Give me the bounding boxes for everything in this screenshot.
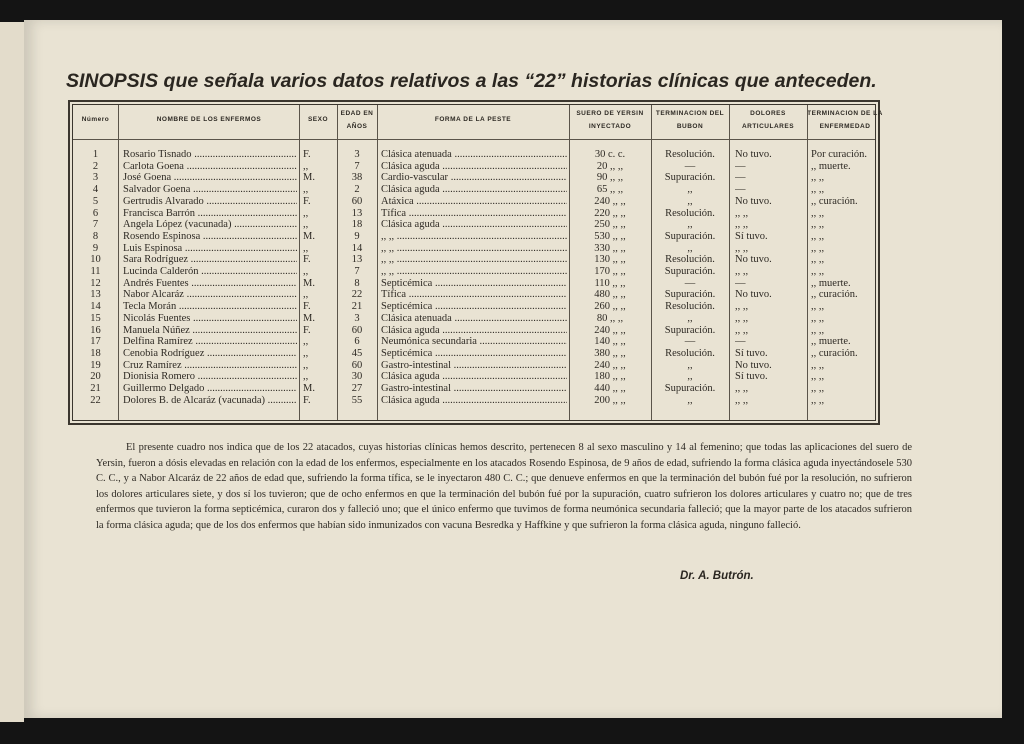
cell-dolores: — (735, 336, 746, 348)
table-row (73, 231, 875, 243)
cell-enf: ,, ,, (811, 312, 825, 324)
cell-dolores: ,, ,, (735, 242, 749, 254)
cell-enf: ,, ,, (811, 266, 825, 277)
cell-n: 20 (90, 371, 101, 383)
cell-enf: ,, ,, (811, 371, 825, 383)
cell-suero: 220 ,, ,, (594, 207, 626, 219)
header-suero: SUERO DE YERSIN INYECTADO (576, 110, 644, 130)
cell-sexo: F. (303, 301, 311, 313)
cell-nombre: Luis Espinosa ..... (123, 243, 297, 255)
cell-n: 9 (92, 242, 99, 254)
cell-dolores: No tuvo. (735, 359, 772, 371)
cell-forma: Clásica aguda ..... (381, 219, 567, 231)
cell-edad: 45 (351, 347, 363, 359)
cell-suero: 180 ,, ,, (594, 371, 626, 383)
cell-forma: Atáxica ..... (381, 196, 567, 208)
header-forma: FORMA DE LA PESTE (434, 116, 512, 123)
table-row (73, 383, 875, 395)
cell-edad: 27 (351, 383, 363, 394)
cell-dolores: — (735, 172, 746, 184)
cell-forma: ,, ,, ..... (381, 243, 567, 255)
cell-nombre: Nicolás Fuentes ..... (123, 313, 297, 325)
cell-sexo: ,, (303, 207, 309, 219)
cell-sexo: F. (303, 324, 311, 336)
table-row (73, 149, 875, 161)
cell-suero: 170 ,, ,, (594, 266, 626, 277)
cell-nombre: Guillermo Delgado ..... (123, 383, 297, 395)
cell-n: 2 (92, 160, 99, 172)
cell-nombre: Dolores B. de Alcaráz (vacunada) ..... (123, 395, 297, 407)
cell-n: 22 (90, 394, 101, 406)
cell-dolores: ,, ,, (735, 383, 749, 394)
cell-bubon: ,, (687, 242, 693, 254)
cell-bubon: ,, (687, 184, 693, 196)
cell-nombre: Salvador Goena ..... (123, 184, 297, 196)
cell-n: 21 (90, 383, 101, 394)
cell-nombre: Gertrudis Alvarado ..... (123, 196, 297, 208)
cell-n: 8 (92, 230, 99, 242)
cell-sexo: ,, (303, 359, 309, 371)
cell-edad: 3 (354, 312, 360, 324)
cell-edad: 55 (351, 394, 363, 406)
cell-n: 15 (90, 312, 101, 324)
table-row (73, 301, 875, 313)
cell-enf: Por curación. (811, 149, 867, 160)
table-row (73, 254, 875, 266)
cell-n: 16 (90, 324, 101, 336)
cell-bubon: ,, (687, 359, 693, 371)
cell-forma: Septicémica ..... (381, 301, 567, 313)
cell-suero: 140 ,, ,, (594, 336, 626, 348)
cell-dolores: Sí tuvo. (735, 230, 768, 242)
cell-sexo: M. (303, 383, 315, 394)
header-divider (73, 139, 875, 140)
cell-n: 19 (90, 359, 101, 371)
cell-n: 3 (92, 172, 99, 184)
table-row (73, 219, 875, 231)
cell-bubon: Supuración. (664, 172, 716, 184)
table-row (73, 289, 875, 301)
cell-bubon: ,, (687, 312, 693, 324)
cell-forma: Clásica aguda ..... (381, 184, 567, 196)
table-row (73, 336, 875, 348)
cell-sexo: ,, (303, 242, 309, 254)
table-row (73, 325, 875, 337)
cell-suero: 130 ,, ,, (594, 254, 626, 266)
table-row (73, 208, 875, 220)
cell-enf: ,, muerte. (811, 336, 851, 348)
cell-edad: 13 (351, 207, 363, 219)
cell-suero: 240 ,, ,, (594, 195, 626, 207)
cell-edad: 18 (351, 219, 363, 231)
table-row (73, 266, 875, 278)
cell-enf: ,, ,, (811, 219, 825, 231)
cell-edad: 14 (351, 242, 363, 254)
cell-enf: ,, ,, (811, 207, 825, 219)
cell-bubon: Supuración. (664, 289, 716, 301)
cell-edad: 7 (354, 266, 360, 277)
cell-enf: ,, ,, (811, 254, 825, 266)
header-nombre: NOMBRE DE LOS ENFERMOS (156, 116, 262, 123)
cell-dolores: ,, ,, (735, 312, 749, 324)
cell-sexo: M. (303, 230, 315, 242)
cell-bubon: Resolución. (665, 254, 715, 266)
cell-bubon: Resolución. (665, 301, 715, 313)
cell-enf: ,, ,, (811, 230, 825, 242)
cell-suero: 260 ,, ,, (594, 301, 626, 313)
cell-sexo: ,, (303, 347, 309, 359)
cell-n: 10 (90, 254, 101, 266)
cell-suero: 480 ,, ,, (594, 289, 626, 301)
cell-bubon: ,, (687, 371, 693, 383)
cell-enf: ,, curación. (811, 289, 858, 301)
cell-sexo: F. (303, 394, 311, 406)
cell-suero: 330 ,, ,, (594, 242, 626, 254)
cell-edad: 7 (354, 160, 360, 172)
cell-edad: 22 (351, 289, 363, 301)
cell-sexo: M. (303, 172, 315, 184)
cell-enf: ,, curación. (811, 347, 858, 359)
cell-nombre: Andrés Fuentes ..... (123, 278, 297, 290)
cell-forma: Clásica aguda ..... (381, 371, 567, 383)
cell-enf: ,, ,, (811, 394, 825, 406)
cell-nombre: Delfina Ramírez ..... (123, 336, 297, 348)
cell-enf: ,, muerte. (811, 277, 851, 289)
cell-suero: 380 ,, ,, (594, 347, 626, 359)
cell-enf: ,, ,, (811, 324, 825, 336)
cell-sexo: ,, (303, 289, 309, 301)
cell-forma: ,, ,, ..... (381, 266, 567, 278)
cell-dolores: Sí tuvo. (735, 371, 768, 383)
table-row (73, 371, 875, 383)
cell-nombre: Francisca Barrón ..... (123, 208, 297, 220)
cell-edad: 9 (354, 230, 360, 242)
cell-sexo: ,, (303, 184, 309, 196)
cell-dolores: No tuvo. (735, 149, 772, 160)
cell-nombre: Sara Rodríguez ..... (123, 254, 297, 266)
cell-n: 18 (90, 347, 101, 359)
cell-suero: 110 ,, ,, (594, 277, 626, 289)
cell-bubon: — (684, 277, 696, 289)
left-page-edge (0, 22, 24, 722)
cell-nombre: Angela López (vacunada) ..... (123, 219, 297, 231)
cell-edad: 30 (351, 371, 363, 383)
cell-edad: 6 (354, 336, 360, 348)
header-sexo: SEXO (307, 116, 329, 123)
cell-sexo: ,, (303, 336, 309, 348)
page-title: SINOPSIS que señala varios datos relativos a las “22” historias clínicas que anteceden. (66, 70, 877, 92)
cell-suero: 90 ,, ,, (596, 172, 624, 184)
cell-n: 5 (92, 195, 99, 207)
cell-edad: 21 (351, 301, 363, 313)
cell-dolores: ,, ,, (735, 324, 749, 336)
cell-sexo: F. (303, 254, 311, 266)
cell-forma: Septicémica ..... (381, 278, 567, 290)
cell-dolores: ,, ,, (735, 301, 749, 313)
header-edad: EDAD EN AÑOS (340, 110, 374, 130)
summary-paragraph: El presente cuadro nos indica que de los 22 atacados, cuyas historias clínicas hemos descrito, pertenecen 8 al sexo masculino y 14 al femenino; que todas las aplicaciones del suero de Yersin, fueron a dósis elevadas en relación con la edad de los enfermos, especialmente en los atacados Rosendo Espinosa, de 9 años de edad, sufriendo la forma clásica aguda inyectándosele 530 C. C., y a Nabor Alcaráz de 22 años de edad que, sufriendo la forma tífica, se le inyectaron 480 C. C.; que denueve enfermos en que la terminación del bubón fué por la resolución, no sufrieron los dolores articulares siete, y dos sí los tuvieron; que de ocho enfermos en que la terminación del bubón fué por la supuración, cuatro sufrieron los dolores articulares y cuatro no; que de tres enfermos que tuvieron la forma septicémica, curaron dos y falleció uno; que el único enfermo que tuvimos de forma neumónica secundaria falleció; que la mayor parte de los atacados sufrieron la forma clásica aguda; que de los dos enfermos que habían sido inmunizados con vacuna Besredka y Haffkine y que sufrieron la forma clásica aguda, ninguno falleció. (96, 442, 912, 531)
cell-edad: 60 (351, 195, 363, 207)
cell-forma: Tífica ..... (381, 289, 567, 301)
cell-forma: ,, ,, ..... (381, 254, 567, 266)
cell-forma: Tífica ..... (381, 208, 567, 220)
cell-n: 7 (92, 219, 99, 231)
table-row (73, 184, 875, 196)
cell-forma: Cardio-vascular ..... (381, 172, 567, 184)
cell-edad: 8 (354, 277, 360, 289)
cell-dolores: Sí tuvo. (735, 347, 768, 359)
table-row (73, 313, 875, 325)
cell-sexo: F. (303, 195, 311, 207)
cell-n: 1 (92, 149, 99, 160)
cell-suero: 440 ,, ,, (594, 383, 626, 394)
cell-sexo: M. (303, 277, 315, 289)
cell-forma: Clásica atenuada ..... (381, 313, 567, 325)
cell-forma: Clásica aguda ..... (381, 161, 567, 173)
cell-bubon: Resolución. (665, 347, 715, 359)
cell-enf: ,, ,, (811, 383, 825, 394)
cell-edad: 60 (351, 359, 363, 371)
table-row (73, 243, 875, 255)
cell-nombre: Lucinda Calderón ..... (123, 266, 297, 278)
cell-n: 4 (92, 184, 99, 196)
header-terminacion-enfermedad: TERMINACION DE LA ENFERMEDAD (807, 110, 883, 130)
cell-nombre: Carlota Goena ..... (123, 161, 297, 173)
cell-forma: Clásica atenuada ..... (381, 149, 567, 161)
synopsis-table (68, 100, 883, 425)
cell-sexo: ,, (303, 219, 309, 231)
cell-dolores: ,, ,, (735, 394, 749, 406)
cell-sexo: M. (303, 312, 315, 324)
table-row (73, 172, 875, 184)
cell-enf: ,, curación. (811, 195, 858, 207)
cell-suero: 80 ,, ,, (596, 312, 624, 324)
cell-forma: Gastro-intestinal ..... (381, 383, 567, 395)
cell-bubon: Supuración. (664, 266, 716, 277)
cell-bubon: Resolución. (665, 207, 715, 219)
cell-dolores: No tuvo. (735, 289, 772, 301)
table-row (73, 278, 875, 290)
cell-bubon: ,, (687, 219, 693, 231)
cell-sexo: ,, (303, 266, 309, 277)
cell-bubon: ,, (687, 394, 693, 406)
cell-suero: 30 c. c. (594, 149, 626, 160)
cell-suero: 200 ,, ,, (594, 394, 626, 406)
cell-sexo: ,, (303, 371, 309, 383)
cell-bubon: ,, (687, 195, 693, 207)
cell-suero: 250 ,, ,, (594, 219, 626, 231)
table-inner (72, 104, 883, 421)
cell-n: 17 (90, 336, 101, 348)
cell-forma: Gastro-intestinal ..... (381, 360, 567, 372)
cell-bubon: — (684, 160, 696, 172)
author-signature: Dr. A. Butrón. (680, 570, 754, 582)
table-row (73, 395, 875, 407)
cell-dolores: ,, ,, (735, 219, 749, 231)
table-row (73, 196, 875, 208)
cell-dolores: — (735, 160, 746, 172)
cell-dolores: No tuvo. (735, 195, 772, 207)
cell-edad: 3 (354, 149, 360, 160)
cell-enf: ,, muerte. (811, 160, 851, 172)
cell-forma: ,, ,, ..... (381, 231, 567, 243)
cell-n: 12 (90, 277, 101, 289)
cell-nombre: Tecla Morán ..... (123, 301, 297, 313)
cell-suero: 240 ,, ,, (594, 359, 626, 371)
cell-dolores: — (735, 277, 746, 289)
cell-dolores: — (735, 184, 746, 196)
cell-enf: ,, ,, (811, 172, 825, 184)
cell-nombre: Cruz Ramírez ..... (123, 360, 297, 372)
header-terminacion-bubon: TERMINACION DEL BUBON (655, 110, 725, 130)
cell-nombre: Rosendo Espinosa ..... (123, 231, 297, 243)
cell-sexo: F. (303, 149, 311, 160)
cell-suero: 20 ,, ,, (596, 160, 624, 172)
cell-nombre: Cenobia Rodríguez ..... (123, 348, 297, 360)
cell-nombre: Manuela Núñez ..... (123, 325, 297, 337)
cell-enf: ,, ,, (811, 359, 825, 371)
col-divider (807, 105, 808, 420)
cell-bubon: Supuración. (664, 383, 716, 394)
cell-nombre: Rosario Tisnado ..... (123, 149, 297, 161)
cell-bubon: Supuración. (664, 230, 716, 242)
cell-nombre: Nabor Alcaráz ..... (123, 289, 297, 301)
cell-forma: Septicémica ..... (381, 348, 567, 360)
cell-suero: 65 ,, ,, (596, 184, 624, 196)
cell-n: 13 (90, 289, 101, 301)
table-row (73, 161, 875, 173)
cell-forma: Clásica aguda ..... (381, 395, 567, 407)
cell-bubon: Supuración. (664, 324, 716, 336)
cell-dolores: ,, ,, (735, 266, 749, 277)
header-dolores: DOLORES ARTICULARES (741, 110, 795, 130)
cell-nombre: Dionisia Romero ..... (123, 371, 297, 383)
cell-bubon: — (684, 336, 696, 348)
table-row (73, 360, 875, 372)
cell-forma: Clásica aguda ..... (381, 325, 567, 337)
cell-edad: 38 (351, 172, 363, 184)
cell-enf: ,, ,, (811, 242, 825, 254)
cell-sexo: ,, (303, 160, 309, 172)
table-row (73, 348, 875, 360)
cell-enf: ,, ,, (811, 301, 825, 313)
cell-edad: 60 (351, 324, 363, 336)
cell-n: 6 (92, 207, 99, 219)
cell-n: 11 (90, 266, 101, 277)
cell-dolores: No tuvo. (735, 254, 772, 266)
cell-dolores: ,, ,, (735, 207, 749, 219)
cell-suero: 530 ,, ,, (594, 230, 626, 242)
header-numero: Número (81, 116, 110, 123)
cell-edad: 13 (351, 254, 363, 266)
cell-suero: 240 ,, ,, (594, 324, 626, 336)
cell-forma: Neumónica secundaria ..... (381, 336, 567, 348)
cell-enf: ,, ,, (811, 184, 825, 196)
cell-edad: 2 (354, 184, 360, 196)
cell-bubon: Resolución. (665, 149, 715, 160)
cell-nombre: José Goena ..... (123, 172, 297, 184)
cell-n: 14 (90, 301, 101, 313)
